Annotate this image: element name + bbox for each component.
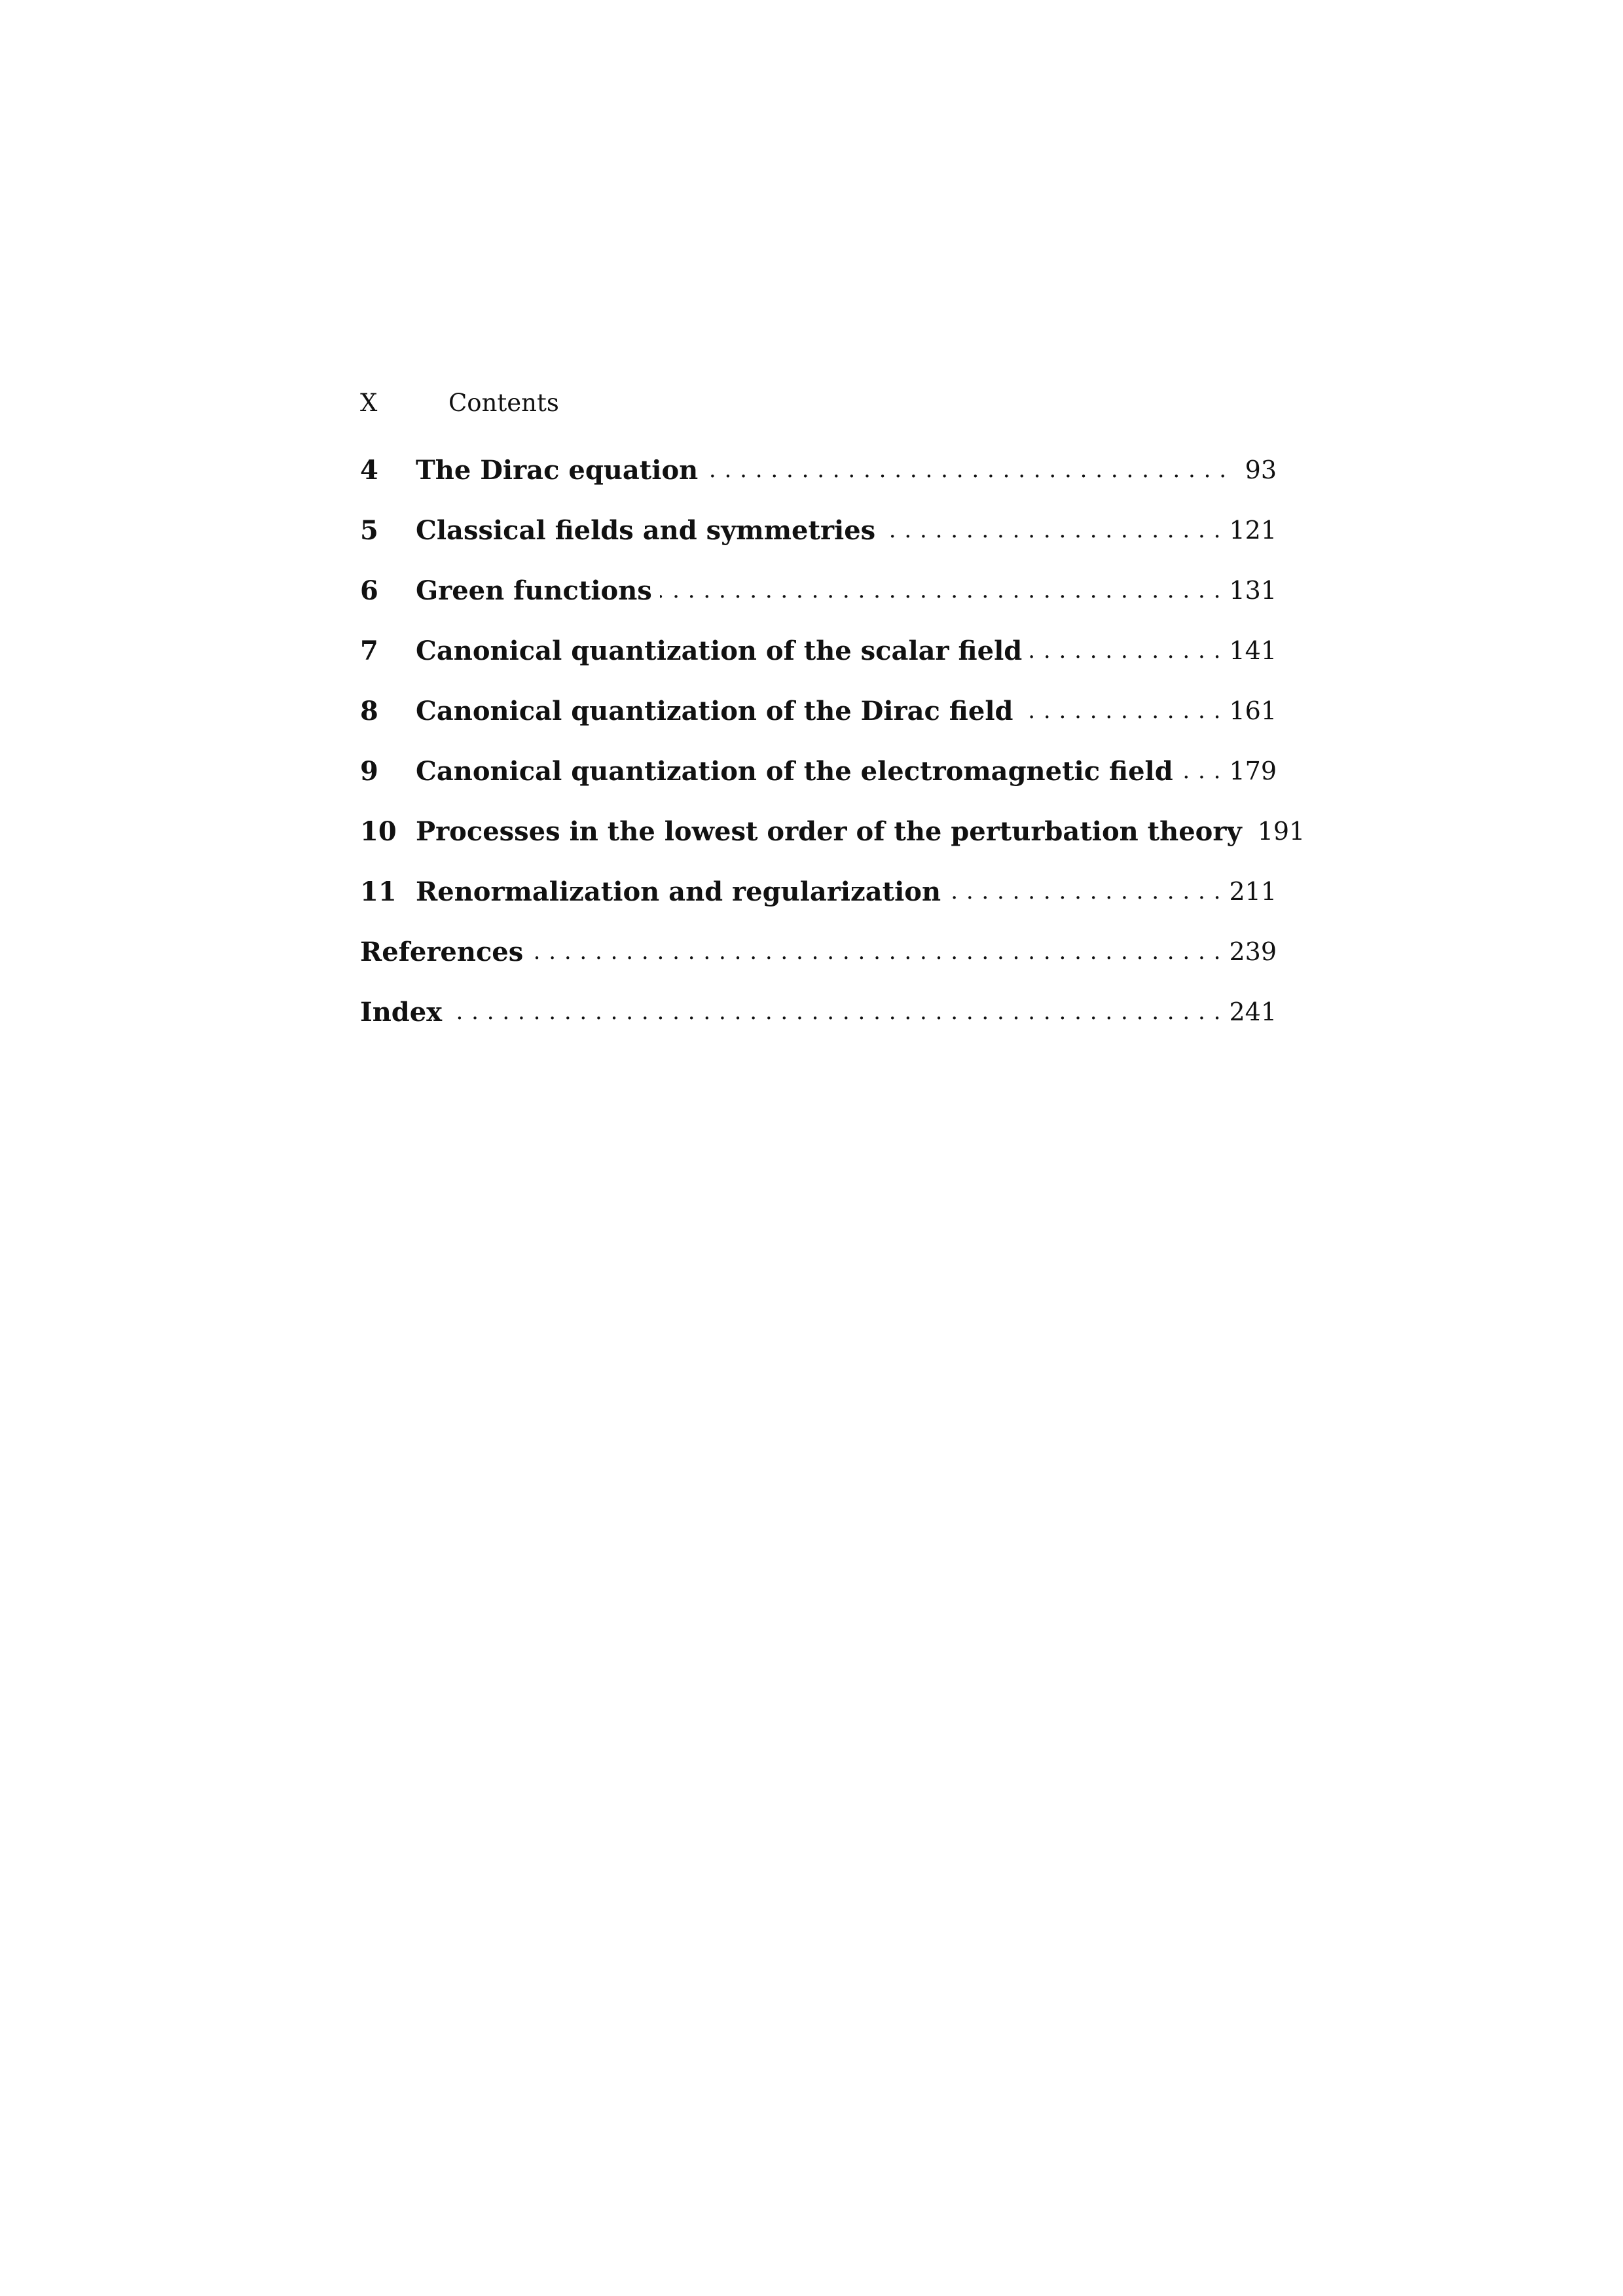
page-reference: 93 (1245, 456, 1277, 484)
dot-leader (706, 456, 1227, 484)
chapter-title: Canonical quantization of the scalar field (416, 635, 1023, 666)
dot-leader (949, 877, 1221, 906)
page-reference: 191 (1257, 817, 1305, 846)
toc-entry-chapter-11[interactable] (360, 861, 1277, 922)
toc-entry-references[interactable] (360, 922, 1277, 982)
chapter-number: 10 (360, 816, 397, 847)
chapter-number: 6 (360, 575, 378, 606)
chapter-number: 5 (360, 514, 378, 546)
dot-leader (883, 516, 1221, 545)
chapter-title: Classical fields and symmetries (416, 514, 876, 546)
page-reference: 241 (1229, 997, 1277, 1026)
toc-entry-chapter-5[interactable] (360, 500, 1277, 560)
dot-leader (660, 576, 1222, 605)
page-reference: 141 (1229, 636, 1277, 665)
chapter-title: Renormalization and regularization (416, 876, 941, 907)
page-reference: 121 (1229, 516, 1277, 545)
toc-entry-chapter-9[interactable] (360, 741, 1277, 801)
toc-entry-chapter-10[interactable] (360, 801, 1305, 861)
page-reference: 131 (1229, 576, 1277, 605)
chapter-number: 7 (360, 635, 378, 666)
page-reference: 211 (1229, 877, 1277, 906)
chapter-title: Green functions (416, 575, 652, 606)
page-header (360, 385, 1277, 422)
chapter-title: Canonical quantization of the Dirac field (416, 695, 1013, 726)
page-reference: 179 (1229, 757, 1277, 785)
table-of-contents (360, 440, 1305, 1042)
toc-entry-chapter-6[interactable] (360, 560, 1277, 620)
chapter-title: Index (360, 996, 443, 1028)
chapter-title: The Dirac equation (416, 454, 699, 486)
toc-entry-index[interactable] (360, 982, 1277, 1042)
dot-leader (1181, 757, 1222, 785)
dot-leader (450, 997, 1221, 1026)
chapter-title: Processes in the lowest order of the perturbation theory (416, 816, 1242, 847)
toc-entry-chapter-4[interactable] (360, 440, 1277, 500)
running-title: Contents (448, 389, 559, 417)
dot-leader (1030, 636, 1221, 665)
chapter-number: 9 (360, 755, 378, 787)
page-number: X (360, 389, 378, 417)
chapter-number: 4 (360, 454, 378, 486)
dot-leader (531, 937, 1221, 966)
dot-leader (1021, 696, 1222, 725)
toc-entry-chapter-7[interactable] (360, 620, 1277, 681)
chapter-number: 8 (360, 695, 378, 726)
page-reference: 239 (1229, 937, 1277, 966)
chapter-number: 11 (360, 876, 397, 907)
toc-entry-chapter-8[interactable] (360, 681, 1277, 741)
chapter-title: Canonical quantization of the electromagnetic field (416, 755, 1173, 787)
page-reference: 161 (1229, 696, 1277, 725)
chapter-title: References (360, 936, 524, 967)
